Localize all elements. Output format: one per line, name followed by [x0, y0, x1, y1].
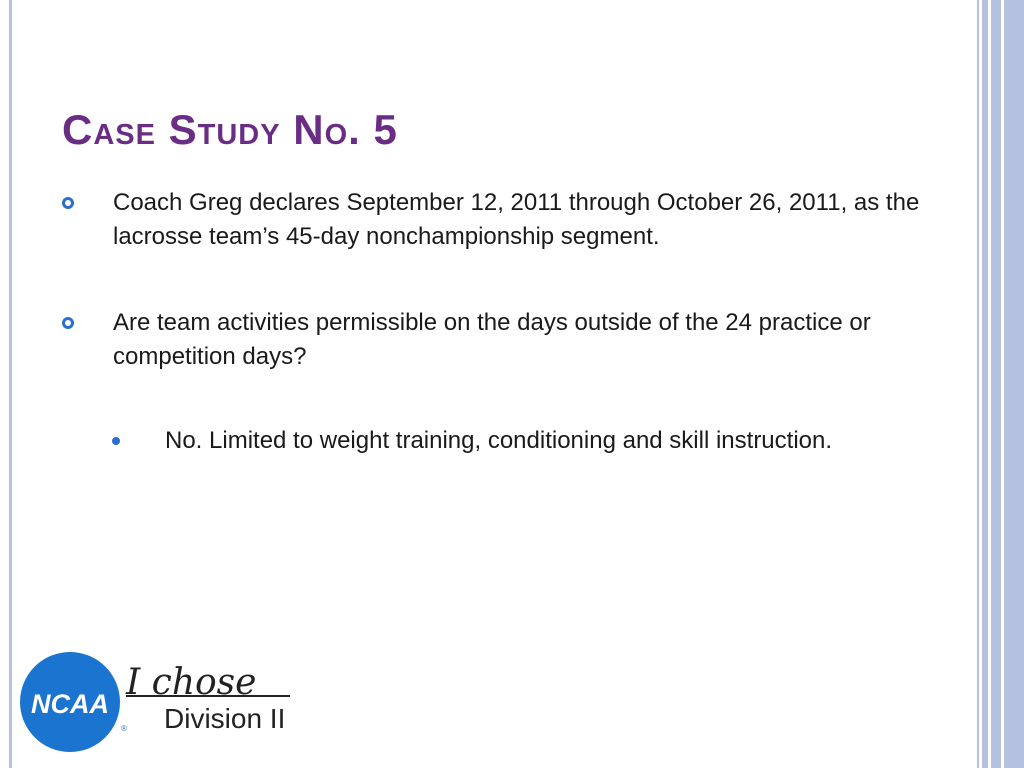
- division-ii-text: Division II: [164, 703, 286, 734]
- right-border-line: [982, 0, 988, 768]
- ncaa-wordmark: NCAA: [31, 689, 109, 719]
- ncaa-division-ii-logo: [18, 650, 318, 755]
- right-border-line: [991, 0, 1001, 768]
- bullet-text: Are team activities permissible on the days outside of the 24 practice or competition days?: [113, 309, 871, 370]
- right-border-line: [1004, 0, 1024, 768]
- dot-bullet-icon: [112, 437, 120, 445]
- i-chose-script: I chose: [126, 662, 257, 703]
- ring-bullet-icon: [62, 197, 74, 209]
- right-border-line: [977, 0, 979, 768]
- slide-title: Case Study No. 5: [62, 106, 398, 153]
- sub-bullet-item: [112, 424, 872, 458]
- ring-bullet-icon: [62, 317, 74, 329]
- svg-text:®: ®: [121, 724, 127, 733]
- bullet-item: [62, 186, 942, 254]
- bullet-item: [62, 306, 942, 374]
- bullet-text: Coach Greg declares September 12, 2011 through October 26, 2011, as the lacrosse team’s 45-day nonchampionship segment.: [113, 189, 920, 250]
- left-border-line: [9, 0, 12, 768]
- sub-bullet-text: No. Limited to weight training, conditioning and skill instruction.: [165, 427, 833, 454]
